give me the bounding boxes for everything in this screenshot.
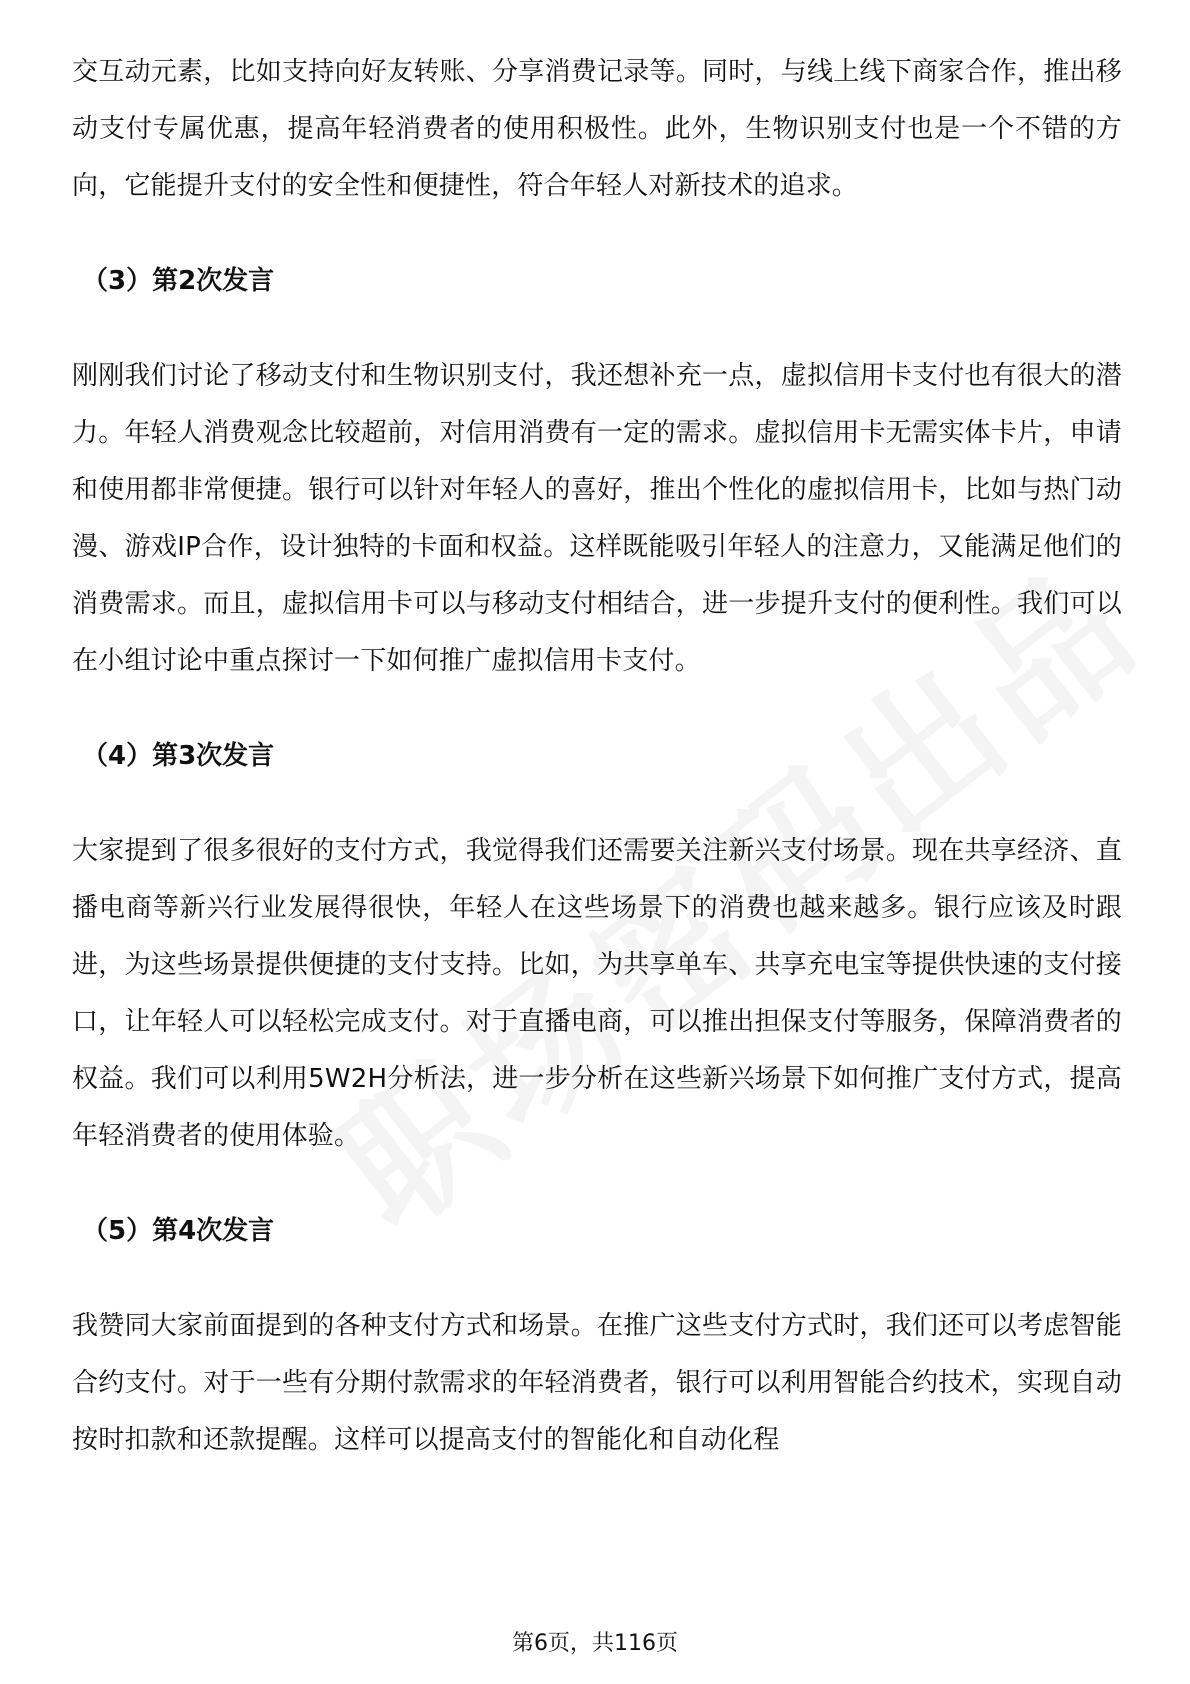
section-heading-5: （5）第4次发言 <box>82 1216 275 1246</box>
paragraph-continuation: 交互动元素，比如支持向好友转账、分享消费记录等。同时，与线上线下商家合作，推出移动支付专属优惠，提高年轻消费者的使用积极性。此外，生物识别支付也是一个不错的方向，它能提升支付的安全性和便捷性，符合年轻人对新技术的追求。 <box>72 57 1122 201</box>
paragraph-speech-4: 我赞同大家前面提到的各种支付方式和场景。在推广这些支付方式时，我们还可以考虑智能合约支付。对于一些有分期付款需求的年轻消费者，银行可以利用智能合约技术，实现自动按时扣款和还款提醒。这样可以提高支付的智能化和自动化程 <box>72 1311 1122 1455</box>
document-body <box>72 44 1122 1469</box>
section-heading-4: （4）第3次发言 <box>82 741 275 771</box>
page-number: 第6页，共116页 <box>512 1631 678 1656</box>
paragraph-speech-3: 大家提到了很多很好的支付方式，我觉得我们还需要关注新兴支付场景。现在共享经济、直播电商等新兴行业发展得很快，年轻人在这些场景下的消费也越来越多。银行应该及时跟进，为这些场景提供便捷的支付支持。比如，为共享单车、共享充电宝等提供快速的支付接口，让年轻人可以轻松完成支付。对于直播电商，可以推出担保支付等服务，保障消费者的权益。我们可以利用5W2H分析法，进一步分析在这些新兴场景下如何推广支付方式，提高年轻消费者的使用体验。 <box>72 836 1122 1151</box>
paragraph-speech-2: 刚刚我们讨论了移动支付和生物识别支付，我还想补充一点，虚拟信用卡支付也有很大的潜力。年轻人消费观念比较超前，对信用消费有一定的需求。虚拟信用卡无需实体卡片，申请和使用都非常便捷。银行可以针对年轻人的喜好，推出个性化的虚拟信用卡，比如与热门动漫、游戏IP合作，设计独特的卡面和权益。这样既能吸引年轻人的注意力，又能满足他们的消费需求。而且，虚拟信用卡可以与移动支付相结合，进一步提升支付的便利性。我们可以在小组讨论中重点探讨一下如何推广虚拟信用卡支付。 <box>72 361 1122 676</box>
section-heading-3: （3）第2次发言 <box>82 266 275 296</box>
